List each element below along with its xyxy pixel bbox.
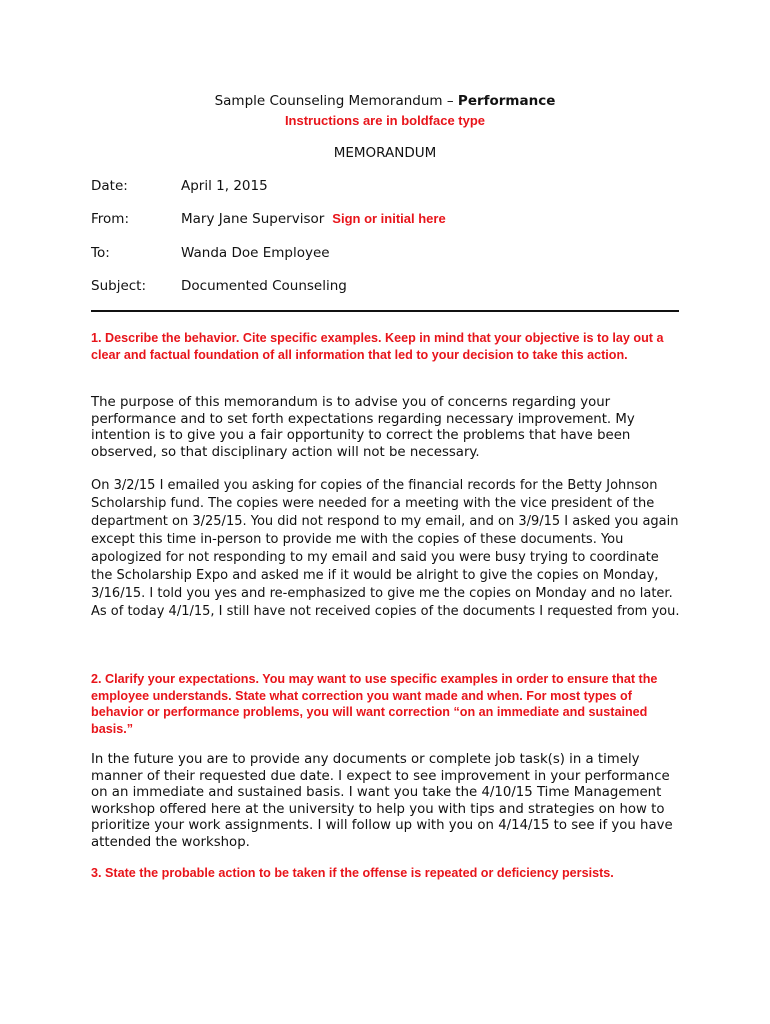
header-divider	[91, 310, 679, 312]
memo-heading: MEMORANDUM	[333, 145, 437, 161]
to-value: Wanda Doe Employee	[181, 245, 330, 261]
sign-note: Sign or initial here	[332, 211, 446, 226]
date-label: Date:	[91, 178, 128, 194]
instruction-2: 2. Clarify your expectations. You may want to use specific examples in order to ensure that the employee understands. State what correction you want made and when. For most types of behavior or performance problems, you will want correction “on an immediate and sustained basis.”	[91, 672, 658, 736]
instruction-3: 3. State the probable action to be taken if the offense is repeated or deficiency persists.	[91, 866, 614, 880]
from-value: Mary Jane Supervisor	[181, 211, 325, 227]
subject-label: Subject:	[91, 278, 147, 294]
paragraph-expectations: In the future you are to provide any documents or complete job task(s) in a timely manner of their requested due date. I expect to see improvement in your performance on an immediate and sustained basis. I want you take the 4/10/15 Time Management workshop offered here at the university to help you with tips and strategies on how to prioritize your work assignments. I will follow up with you on 4/14/15 to see if you have attended the workshop.	[91, 752, 673, 850]
from-label: From:	[91, 211, 129, 227]
instructions-note: Instructions are in boldface type	[284, 113, 486, 128]
subject-value: Documented Counseling	[181, 278, 347, 294]
paragraph-incident: On 3/2/15 I emailed you asking for copies of the financial records for the Betty Johnson Scholarship fund. The copies were needed for a meeting with the vice president of the department on 3/25/15. You did not respond to my email, and on 3/9/15 I asked you again except this time in-person to provide me with the copies of these documents. You apologized for not responding to my email and said you were busy trying to coordinate the Scholarship Expo and asked me if it would be alright to give the copies on Monday, 3/16/15. I told you yes and re-emphasized to give me the copies on Monday and no later. As of today 4/1/15, I still have not received copies of the documents I requested from you.	[91, 478, 680, 619]
to-label: To:	[91, 245, 110, 261]
paragraph-purpose: The purpose of this memorandum is to advise you of concerns regarding your performance and to set forth expectations regarding necessary improvement. My intention is to give you a fair opportunity to correct the problems that have been observed, so that disciplinary action will not be necessary.	[91, 395, 635, 460]
from-value-wrap	[181, 211, 446, 227]
document-title	[0, 93, 770, 109]
title-bold: Performance	[457, 93, 556, 109]
date-value: April 1, 2015	[181, 178, 268, 194]
title-prefix: Sample Counseling Memorandum –	[214, 93, 458, 109]
instruction-1: 1. Describe the behavior. Cite specific examples. Keep in mind that your objective is to lay out a clear and factual foundation of all information that led to your decision to take this action.	[91, 331, 664, 362]
